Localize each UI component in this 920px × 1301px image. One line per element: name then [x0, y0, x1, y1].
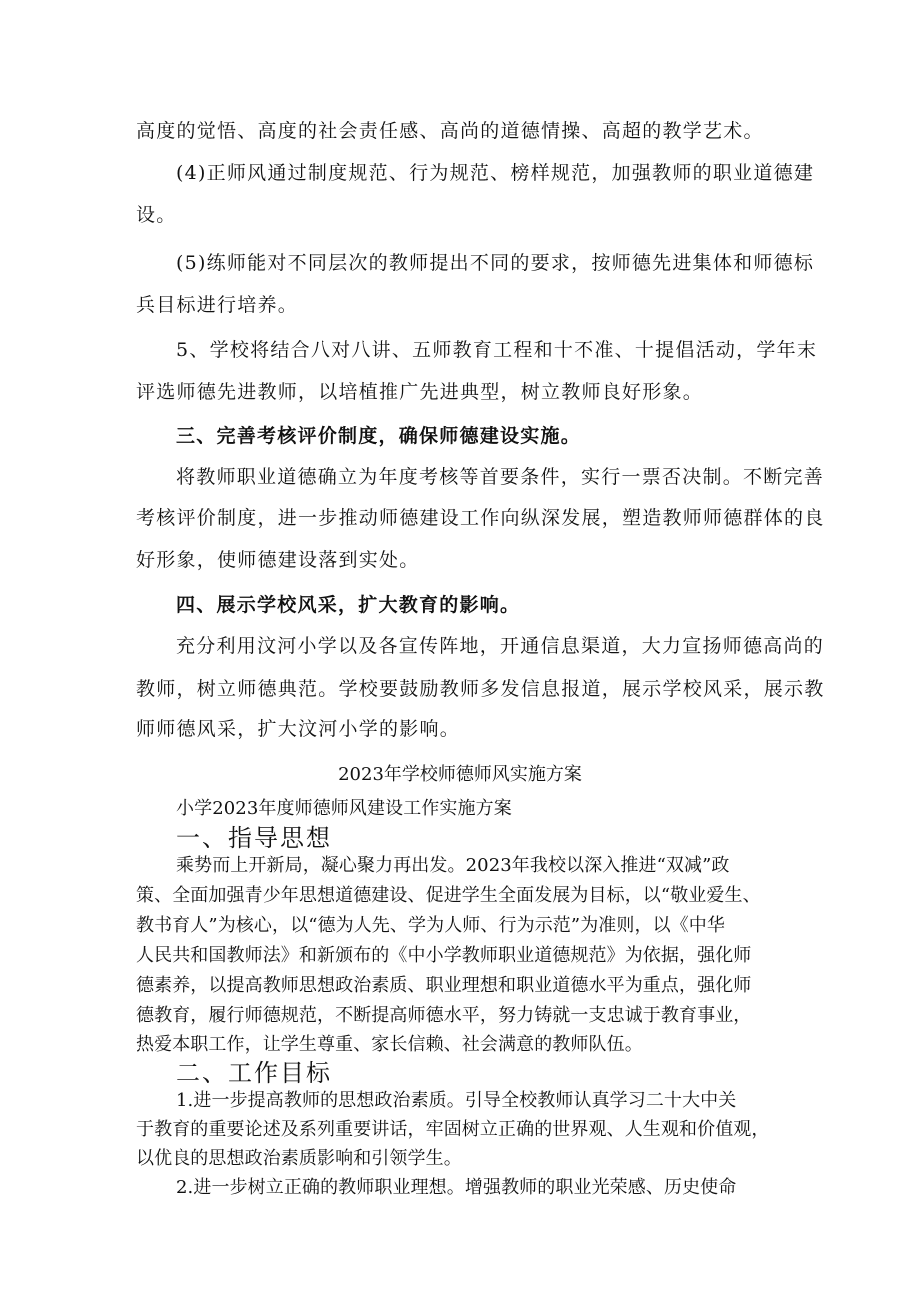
text-line: 于教育的重要论述及系列重要讲话，牢固树立正确的世界观、人生观和价值观， — [136, 1119, 770, 1140]
text-line: 策、全面加强青少年思想道德建设、促进学生全面发展为目标，以“敬业爱生、 — [136, 885, 761, 906]
text-line: 教师，树立师德典范。学校要鼓励教师多发信息报道，展示学校风采，展示教 — [136, 678, 825, 700]
section-heading-3: 三、完善考核评价制度，确保师德建设实施。 — [176, 425, 582, 447]
text-line: 德素养，以提高教师思想政治素质、职业理想和职业道德水平为重点，强化师 — [136, 975, 752, 996]
text-line: 人民共和国教师法》和新颁布的《中小学教师职业道德规范》为依据，强化师 — [136, 945, 752, 966]
text-line: 好形象，使师德建设落到实处。 — [136, 549, 420, 571]
text-line: 乘势而上开新局，凝心聚力再出发。2023年我校以深入推进“双减”政 — [176, 855, 730, 876]
text-line: 将教师职业道德确立为年度考核等首要条件，实行一票否决制。不断完善 — [176, 466, 825, 488]
heading-work-goals: 二、工作目标 — [176, 1059, 332, 1087]
text-line: 5、学校将结合八对八讲、五师教育工程和十不准、十提倡活动，学年末 — [176, 339, 818, 361]
text-line: 兵目标进行培养。 — [136, 294, 299, 316]
document-title: 2023年学校师德师风实施方案 — [338, 764, 582, 785]
text-line: (5)练师能对不同层次的教师提出不同的要求，按师德先进集体和师德标 — [176, 252, 815, 274]
text-line: 设。 — [136, 204, 177, 226]
heading-guiding-ideology: 一、指导思想 — [176, 824, 332, 852]
text-line: 考核评价制度，进一步推动师德建设工作向纵深发展，塑造教师师德群体的良 — [136, 507, 825, 529]
text-line: 德教育，履行师德规范，不断提高师德水平，努力铸就一支忠诚于教育事业， — [136, 1005, 752, 1026]
text-line: 充分利用汶河小学以及各宣传阵地，开通信息渠道，大力宣扬师德高尚的 — [176, 635, 825, 657]
text-line: 2.进一步树立正确的教师职业理想。增强教师的职业光荣感、历史使命 — [176, 1177, 737, 1198]
text-line: 热爱本职工作，让学生尊重、家长信赖、社会满意的教师队伍。 — [136, 1034, 643, 1055]
section-heading-4: 四、展示学校风采，扩大教育的影响。 — [176, 594, 521, 616]
text-line: 以优良的思想政治素质影响和引领学生。 — [136, 1148, 462, 1169]
document-subtitle: 小学2023年度师德师风建设工作实施方案 — [176, 798, 512, 819]
text-line: (4)正师风通过制度规范、行为规范、榜样规范，加强教师的职业道德建 — [176, 162, 815, 184]
text-line: 教书育人”为核心，以“德为人先、学为人师、行为示范”为准则，以《中华 — [136, 915, 726, 936]
text-line: 高度的觉悟、高度的社会责任感、高尚的道德情操、高超的教学艺术。 — [136, 120, 764, 142]
text-line: 评选师德先进教师，以培植推广先进典型，树立教师良好形象。 — [136, 381, 704, 403]
text-line: 师师德风采，扩大汶河小学的影响。 — [136, 718, 461, 740]
text-line: 1.进一步提高教师的思想政治素质。引导全校教师认真学习二十大中关 — [176, 1090, 737, 1111]
